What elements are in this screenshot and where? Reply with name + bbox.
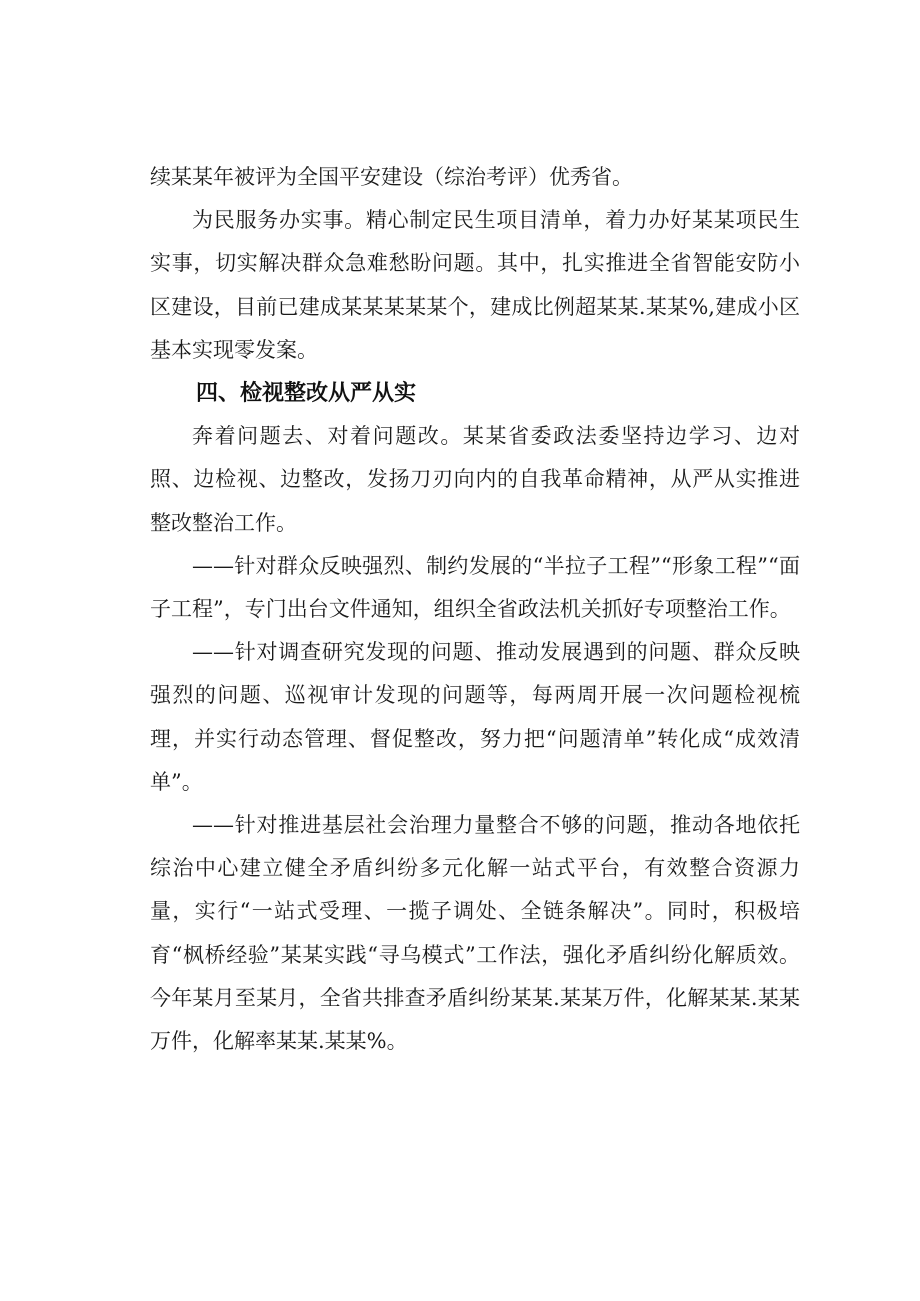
list-item: ——针对推进基层社会治理力量整合不够的问题，推动各地依托综治中心建立健全矛盾纠纷多元化解一站式平台，有效整合资源力量，实行“一站式受理、一揽子调处、全链条解决”。同时，积极培育“枫桥经验”某某实践“寻乌模式”工作法，强化矛盾纠纷化解质效。今年某月至某月，全省共排查矛盾纠纷某某.某某万件，化解某某.某某万件，化解率某某.某某%。	[150, 813, 800, 1054]
section-heading: 四、检视整改从严从实	[196, 381, 417, 407]
intro-paragraph: 奔着问题去、对着问题改。某某省委政法委坚持边学习、边对照、边检视、边整改，发扬刀刃向内的自我革命精神，从严从实推进整改整治工作。	[150, 424, 800, 535]
continuation-paragraph: 续某某年被评为全国平安建设（综治考评）优秀省。	[150, 165, 633, 189]
document-body	[150, 156, 800, 1063]
list-item: ——针对调查研究发现的问题、推动发展遇到的问题、群众反映强烈的问题、巡视审计发现的问题等，每两周开展一次问题检视梳理，并实行动态管理、督促整改，努力把“问题清单”转化成“成效清单”。	[150, 640, 800, 794]
livelihood-paragraph: 为民服务办实事。精心制定民生项目清单，着力办好某某项民生实事，切实解决群众急难愁盼问题。其中，扎实推进全省智能安防小区建设，目前已建成某某某某某个，建成比例超某某.某某%,建成小区基本实现零发案。	[150, 208, 800, 362]
list-item: ——针对群众反映强烈、制约发展的“半拉子工程”“形象工程”“面子工程”，专门出台文件通知，组织全省政法机关抓好专项整治工作。	[150, 553, 800, 622]
